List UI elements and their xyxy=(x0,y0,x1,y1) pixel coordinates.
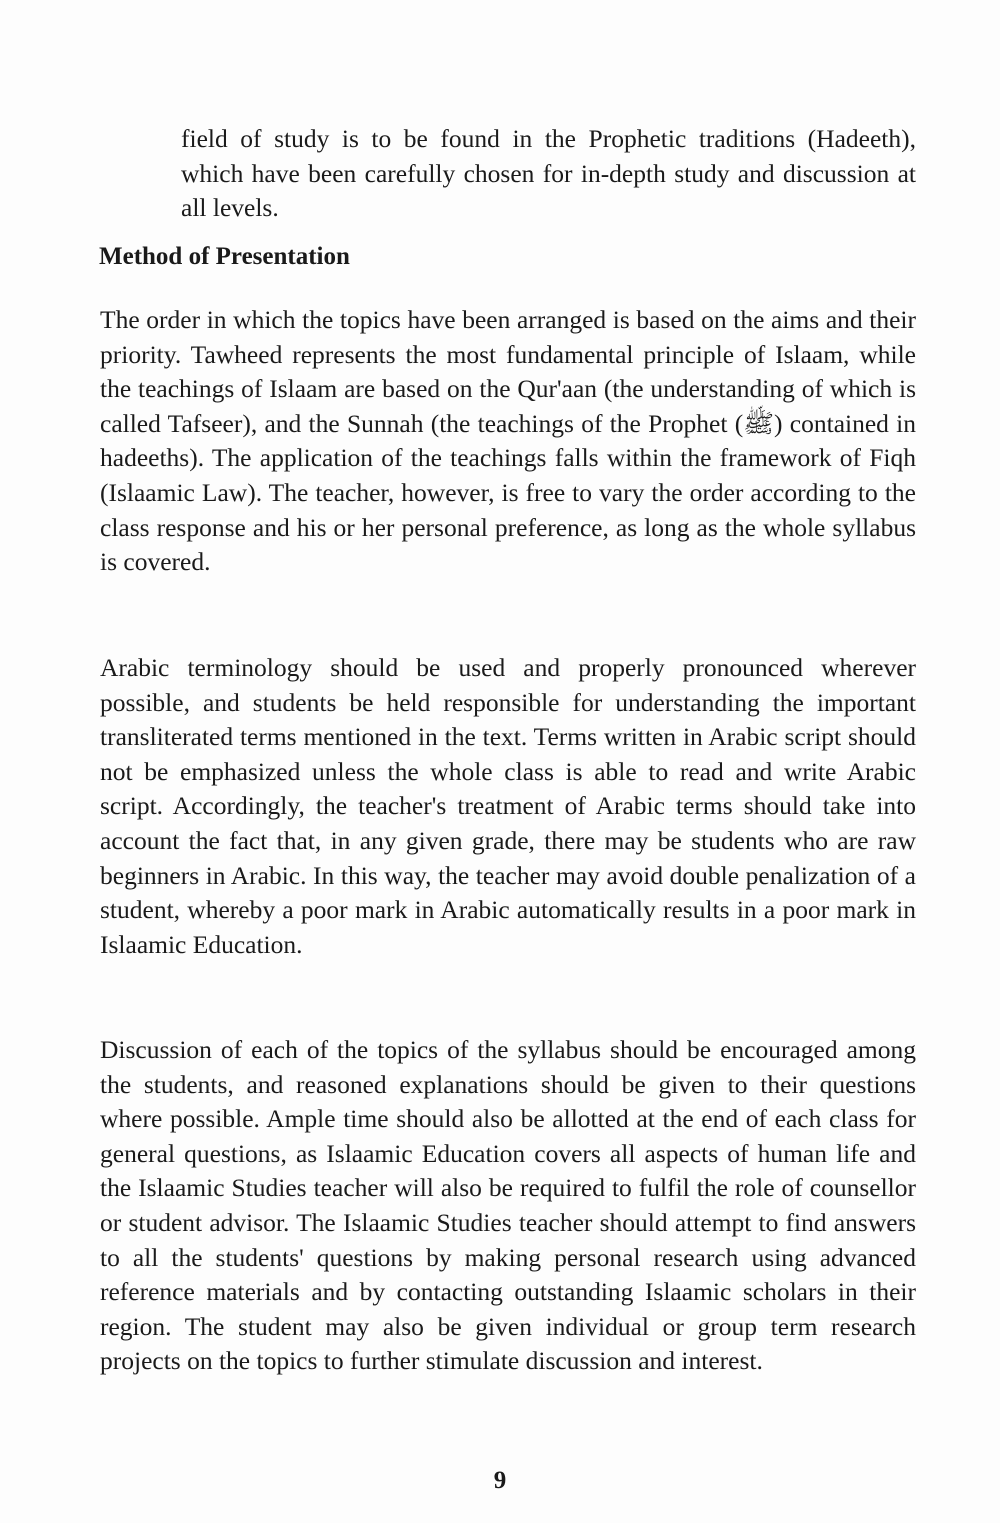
paragraph-discussion: Discussion of each of the topics of the syllabus should be encouraged among the students, and reasoned explanations should be given to their questions where possible. Ample time should also be allotted at the end of each class for general questions, as Islaamic Education covers all aspects of human life and the Islaamic Studies teacher will also be required to fulfil the role of counsellor or student advisor. The Islaamic Studies teacher should attempt to find answers to all the students' questions by making personal research using advanced reference materials and by contacting outstanding Islaamic scholars in their region. The student may also be given individual or group term research projects on the topics to further stimulate discussion and interest. xyxy=(100,1035,916,1376)
page-number: 9 xyxy=(493,1467,507,1494)
intro-paragraph: field of study is to be found in the Prophetic traditions (Hadeeth), which have been carefully chosen for in-depth study and discussion at all levels. xyxy=(181,124,916,223)
paragraph-order-of-topics: The order in which the topics have been arranged is based on the aims and their priority. Tawheed represents the most fundamental principle of Islaam, while the teachings of Islaam are based on the Qur'aan (the understanding of which is called Tafseer), and the Sunnah (the teachings of the Prophet (ﷺ) contained in hadeeths). The application of the teachings falls within the framework of Fiqh (Islaamic Law). The teacher, however, is free to vary the order according to the class response and his or her personal preference, as long as the whole syllabus is covered. xyxy=(100,305,917,577)
section-heading: Method of Presentation xyxy=(99,243,350,270)
paragraph-arabic-terminology: Arabic terminology should be used and properly pronounced wherever possible, and students be held responsible for understanding the important transliterated terms mentioned in the text. Terms written in Arabic script should not be emphasized unless the whole class is able to read and write Arabic script. Accordingly, the teacher's treatment of Arabic terms should take into account the fact that, in any given grade, there may be students who are raw beginners in Arabic. In this way, the teacher may avoid double penalization of a student, whereby a poor mark in Arabic automatically results in a poor mark in Islaamic Education. xyxy=(100,653,916,959)
